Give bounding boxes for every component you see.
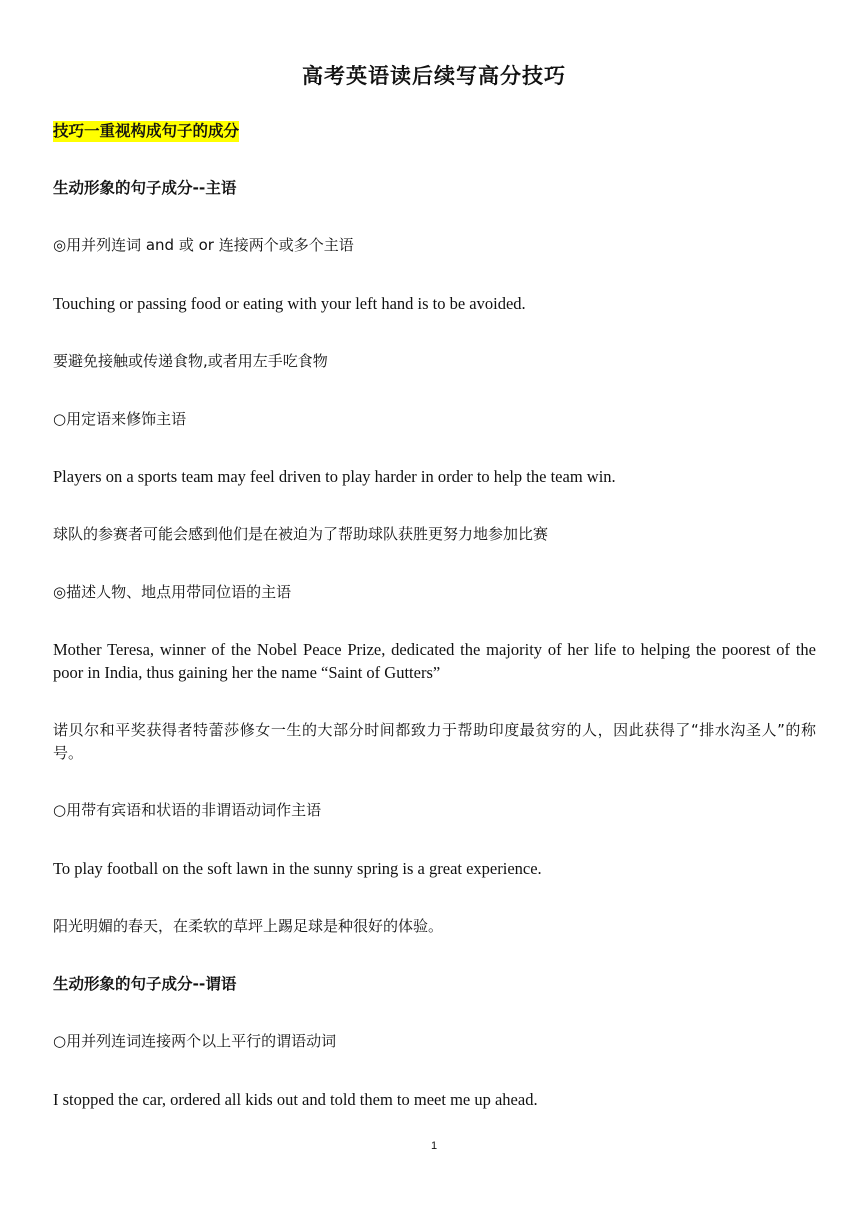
subject-example-2-en: Players on a sports team may feel driven to play harder in order to help the team win.	[53, 467, 616, 486]
subject-example-3-cn: 诺贝尔和平奖获得者特蕾莎修女一生的大部分时间都致力于帮助印度最贫穷的人，因此获得了“排水沟圣人”的称号。	[53, 721, 816, 762]
subject-point-2: ○用定语来修饰主语	[53, 410, 187, 428]
predicate-heading: 生动形象的句子成分--谓语	[53, 975, 237, 993]
subject-heading: 生动形象的句子成分--主语	[53, 179, 237, 197]
subject-example-2-cn: 球队的参赛者可能会感到他们是在被迫为了帮助球队获胜更努力地参加比赛	[53, 525, 549, 543]
subject-point-1: ◎用并列连词 and 或 or 连接两个或多个主语	[53, 236, 354, 254]
subject-point-4: ○用带有宾语和状语的非谓语动词作主语	[53, 801, 322, 819]
subject-example-1-cn: 要避免接触或传递食物,或者用左手吃食物	[53, 352, 328, 370]
section-heading	[53, 120, 816, 143]
subject-example-4-cn: 阳光明媚的春天，在柔软的草坪上踢足球是种很好的体验。	[53, 917, 444, 935]
subject-example-4-en: To play football on the soft lawn in the sunny spring is a great experience.	[53, 859, 542, 878]
page-number: 1	[430, 1140, 438, 1152]
subject-example-1-en: Touching or passing food or eating with your left hand is to be avoided.	[53, 294, 526, 313]
predicate-point-1: ○用并列连词连接两个以上平行的谓语动词	[53, 1032, 337, 1050]
page-title: 高考英语读后续写高分技巧	[302, 64, 566, 88]
section-heading-highlight: 技巧一重视构成句子的成分	[53, 122, 240, 140]
subject-point-3: ◎描述人物、地点用带同位语的主语	[53, 583, 292, 601]
predicate-example-1-en: I stopped the car, ordered all kids out and told them to meet me up ahead.	[53, 1090, 538, 1109]
subject-example-3-en: Mother Teresa, winner of the Nobel Peace Prize, dedicated the majority of her life to helping the poorest of the poor in India, thus gaining her the name “Saint of Gutters”	[53, 640, 816, 682]
